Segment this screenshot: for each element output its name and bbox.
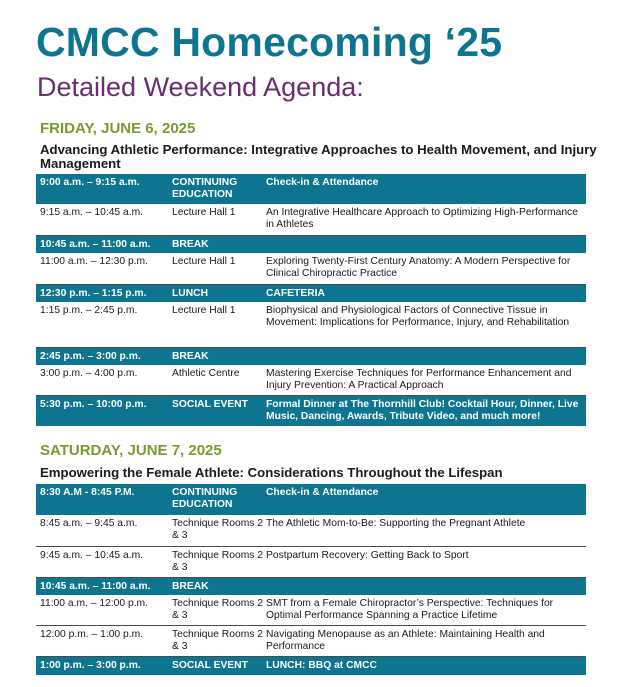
schedule-row (36, 204, 586, 236)
saturday-schedule-table (36, 484, 586, 675)
event-cell: Exploring Twenty-First Century Anatomy: A Modern Perspective for Clinical Chiropractic Practice (266, 256, 571, 279)
time-cell: 8:45 a.m. – 9:45 a.m. (40, 518, 138, 529)
time-cell: 3:00 p.m. – 4:00 p.m. (40, 368, 138, 379)
friday-schedule-table (36, 174, 586, 426)
location-cell: CONTINUING EDUCATION (172, 177, 238, 200)
location-cell: Lecture Hall 1 (172, 305, 236, 316)
time-cell: 9:45 a.m. – 10:45 a.m. (40, 550, 144, 561)
event-cell: Check-in & Attendance (266, 177, 379, 188)
event-cell: The Athletic Mom-to-Be: Supporting the Pregnant Athlete (266, 518, 526, 529)
page-subtitle: Detailed Weekend Agenda: (37, 72, 364, 102)
event-cell: An Integrative Healthcare Approach to Optimizing High-Performance in Athletes (266, 207, 578, 230)
schedule-row (36, 302, 586, 348)
location-cell: LUNCH (172, 288, 209, 299)
schedule-row (36, 285, 586, 302)
schedule-row (36, 595, 586, 626)
location-cell: Lecture Hall 1 (172, 256, 236, 267)
time-cell: 10:45 a.m. – 11:00 a.m. (40, 239, 151, 250)
location-cell: SOCIAL EVENT (172, 399, 248, 410)
time-cell: 1:00 p.m. – 3:00 p.m. (40, 660, 141, 671)
location-cell: SOCIAL EVENT (172, 660, 248, 671)
event-cell: LUNCH: BBQ at CMCC (266, 660, 377, 671)
location-cell: BREAK (172, 581, 209, 592)
schedule-row (36, 626, 586, 657)
schedule-row (36, 348, 586, 365)
event-cell: SMT from a Female Chiropractor’s Perspective: Techniques for Optimal Performance Spanning a Practice Lifetime (266, 598, 554, 621)
time-cell: 9:00 a.m. – 9:15 a.m. (40, 177, 140, 188)
location-cell: Lecture Hall 1 (172, 207, 236, 218)
event-cell: Navigating Menopause as an Athlete: Maintaining Health and Performance (266, 629, 545, 652)
location-cell: Technique Rooms 2 & 3 (172, 518, 264, 541)
location-cell: BREAK (172, 239, 209, 250)
schedule-row (36, 578, 586, 595)
schedule-row (36, 396, 586, 426)
saturday-date-heading: SATURDAY, JUNE 7, 2025 (40, 442, 222, 459)
event-cell: CAFETERIA (266, 288, 325, 299)
schedule-row (36, 365, 586, 396)
schedule-row (36, 484, 586, 515)
time-cell: 9:15 a.m. – 10:45 a.m. (40, 207, 144, 218)
location-cell: CONTINUING EDUCATION (172, 487, 238, 510)
schedule-row (36, 236, 586, 253)
schedule-row (36, 657, 586, 675)
location-cell: Technique Rooms 2 & 3 (172, 629, 264, 652)
saturday-theme-heading: Empowering the Female Athlete: Considerations Throughout the Lifespan (40, 465, 503, 480)
schedule-row (36, 515, 586, 547)
location-cell: Athletic Centre (172, 368, 240, 379)
location-cell: Technique Rooms 2 & 3 (172, 598, 264, 621)
event-cell: Formal Dinner at The Thornhill Club! Cocktail Hour, Dinner, Live Music, Dancing, Awards, Tribute Video, and much more! (266, 399, 579, 422)
location-cell: BREAK (172, 351, 209, 362)
event-cell: Postpartum Recovery: Getting Back to Sport (266, 550, 469, 561)
schedule-row (36, 547, 586, 578)
event-cell: Check-in & Attendance (266, 487, 379, 498)
time-cell: 12:00 p.m. – 1:00 p.m. (40, 629, 144, 640)
time-cell: 12:30 p.m. – 1:15 p.m. (40, 288, 147, 299)
event-cell: Mastering Exercise Techniques for Performance Enhancement and Injury Prevention: A Practical Approach (266, 368, 572, 391)
schedule-row (36, 174, 586, 204)
time-cell: 5:30 p.m. – 10:00 p.m. (40, 399, 147, 410)
location-cell: Technique Rooms 2 & 3 (172, 550, 264, 573)
event-cell: Biophysical and Physiological Factors of Connective Tissue in Movement: Implications for Performance, Injury, and Rehabilitation (266, 305, 570, 328)
time-cell: 10:45 a.m. – 11:00 a.m. (40, 581, 151, 592)
friday-date-heading: FRIDAY, JUNE 6, 2025 (40, 120, 196, 137)
time-cell: 2:45 p.m. – 3:00 p.m. (40, 351, 141, 362)
page-title: CMCC Homecoming ‘25 (36, 19, 503, 65)
schedule-row (36, 253, 586, 285)
friday-theme-heading: Advancing Athletic Performance: Integrative Approaches to Health Movement, and Injury Management (40, 142, 597, 171)
time-cell: 1:15 p.m. – 2:45 p.m. (40, 305, 138, 316)
time-cell: 11:00 a.m. – 12:00 p.m. (40, 598, 148, 609)
time-cell: 11:00 a.m. – 12:30 p.m. (40, 256, 148, 267)
time-cell: 8:30 A.M - 8:45 P.M. (40, 487, 135, 498)
